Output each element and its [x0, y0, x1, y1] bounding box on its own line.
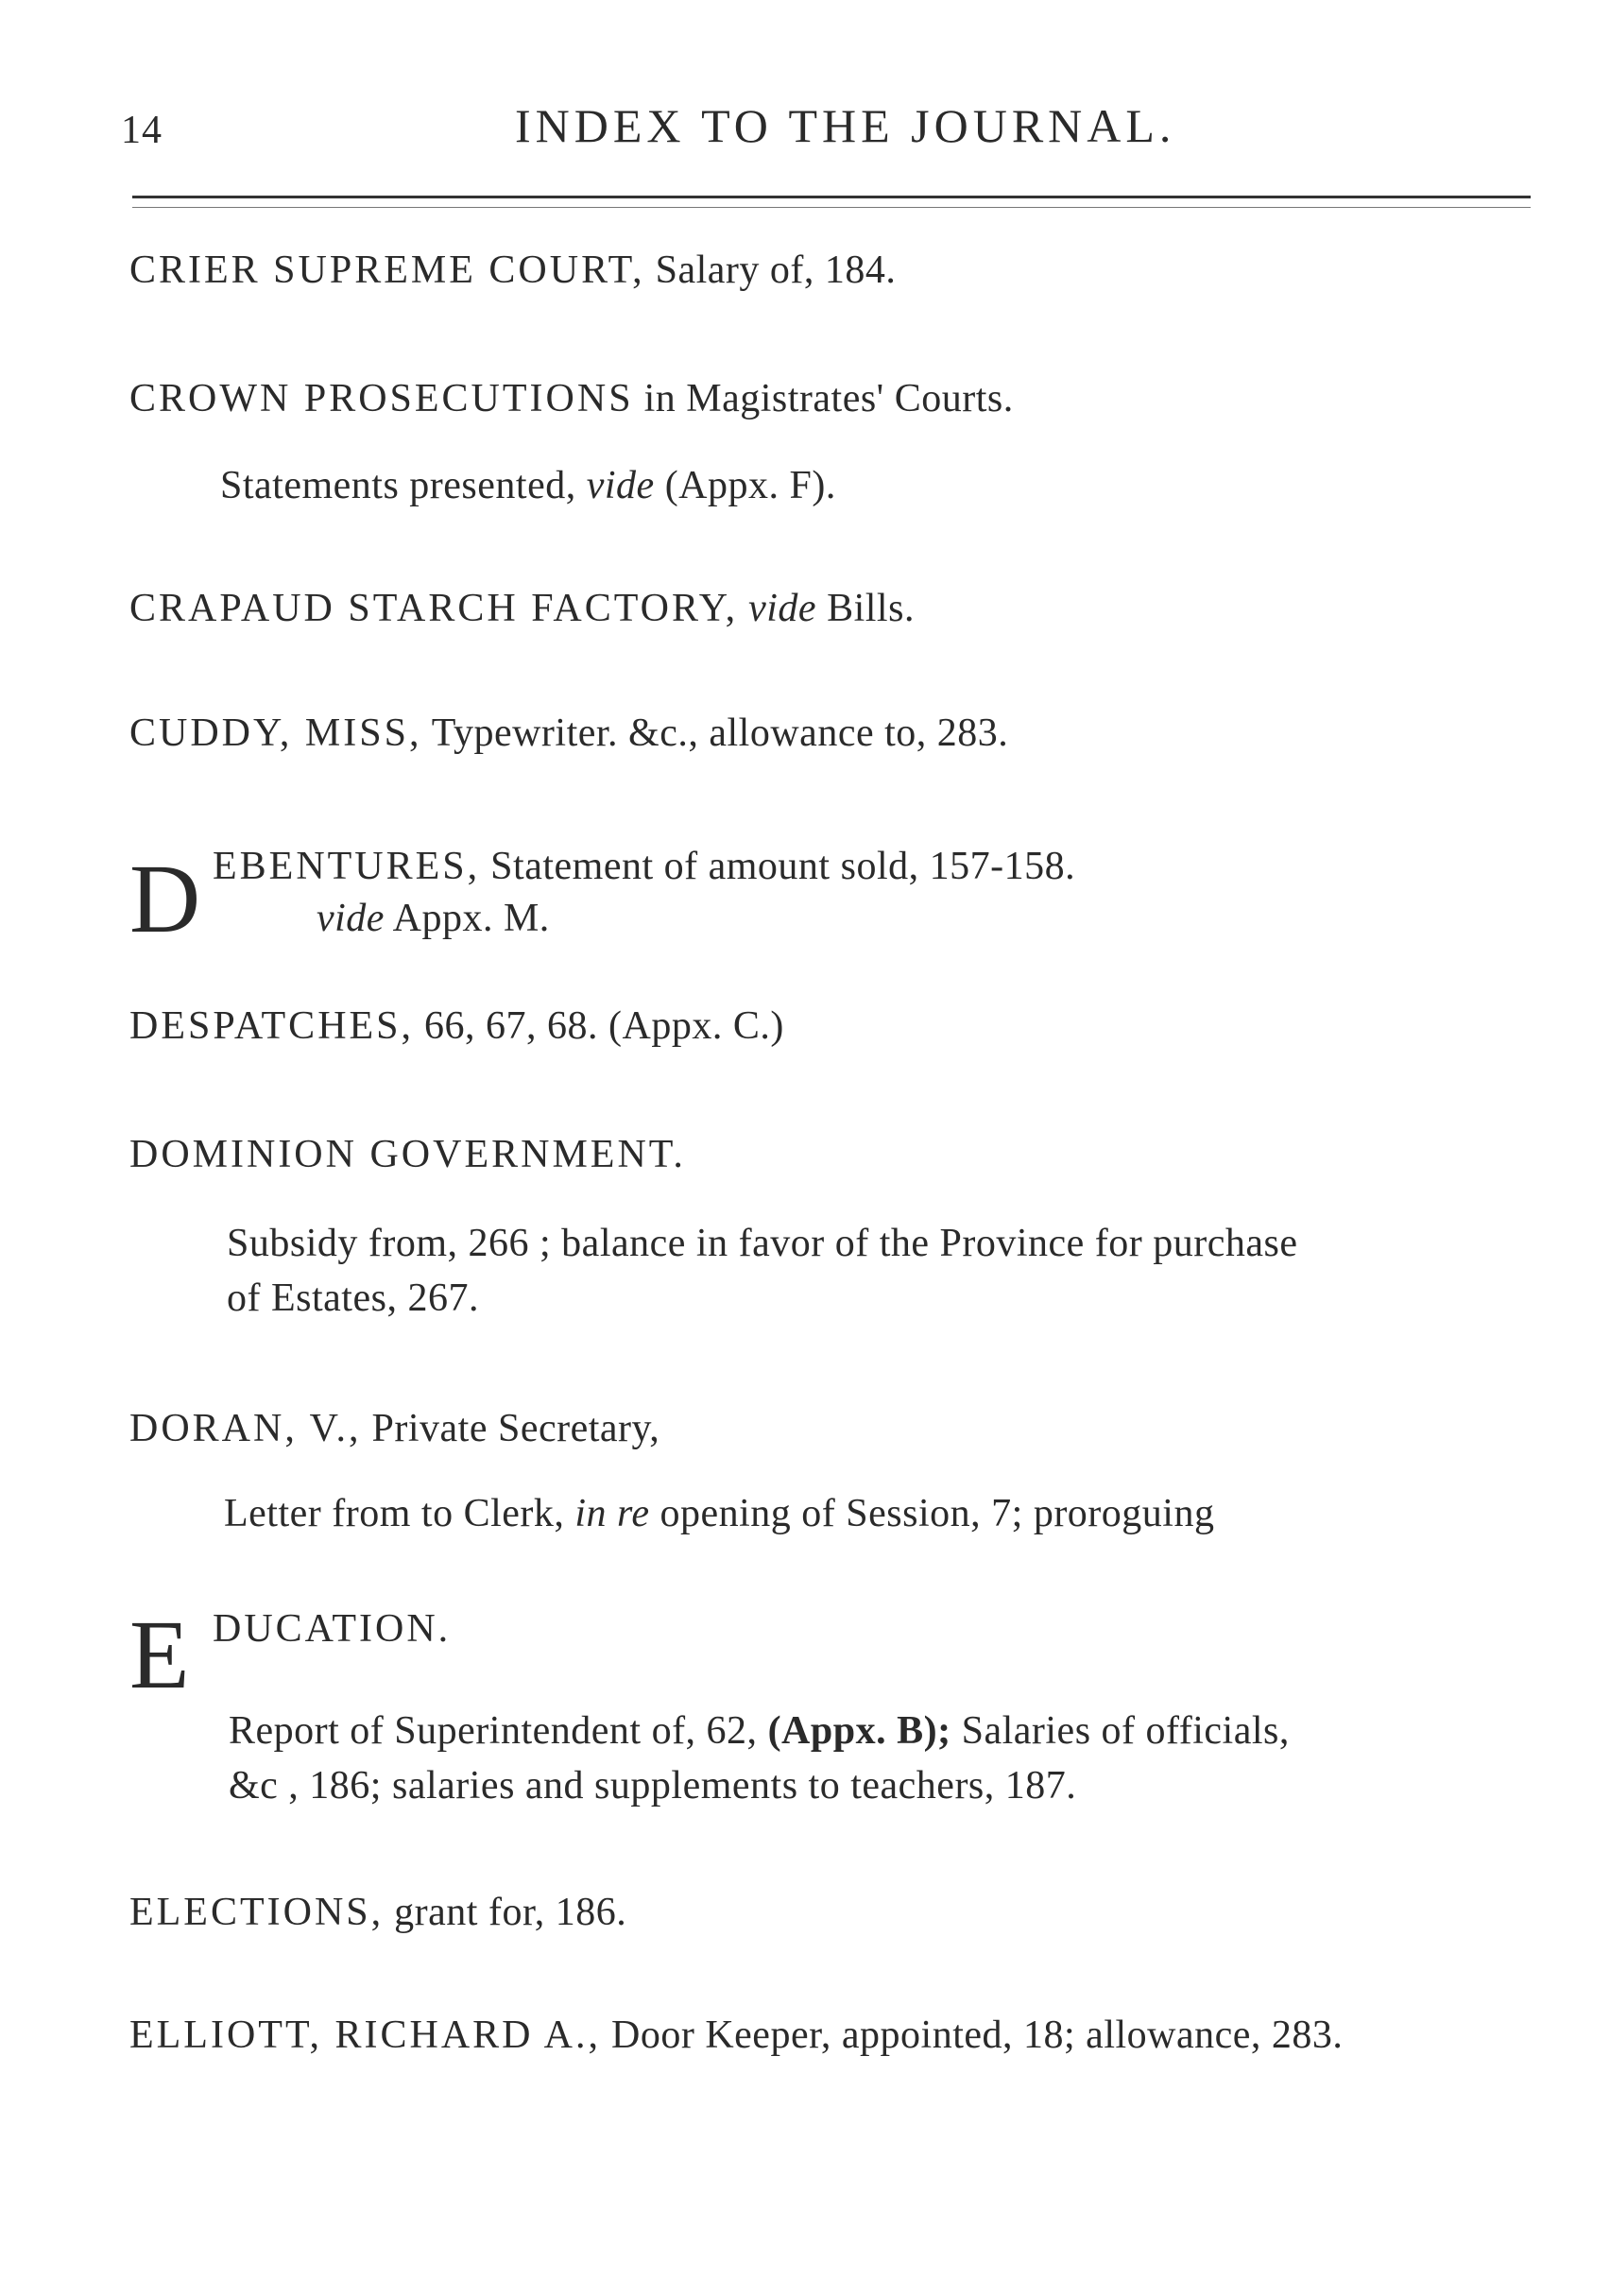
entry-text: Door Keeper, appointed, 18; allowance, 283.: [601, 2013, 1344, 2057]
header-rule-thin: [132, 207, 1531, 208]
entry-heading: DOMINION GOVERNMENT.: [129, 1133, 686, 1176]
index-entry-crier: [129, 248, 896, 293]
vide-italic: vide: [586, 464, 655, 507]
entry-text: in Magistrates' Courts.: [633, 377, 1014, 420]
entry-heading: DORAN, V.,: [129, 1407, 362, 1450]
vide-italic: vide: [738, 587, 817, 630]
entry-heading: CROWN PROSECUTIONS: [129, 377, 634, 420]
index-subentry: of Estates, 267.: [227, 1277, 479, 1320]
vide-italic: vide: [317, 897, 385, 940]
entry-text: Salary of, 184.: [644, 248, 897, 292]
index-entry-cuddy: [129, 711, 1008, 756]
index-subentry: vide Appx. M.: [317, 897, 550, 940]
index-subentry: Report of Superintendent of, 62, (Appx. B); Salaries of officials,: [229, 1709, 1290, 1753]
index-entry-elliott: [129, 2013, 1343, 2058]
index-subentry: Letter from to Clerk, in re opening of Session, 7; proroguing: [224, 1492, 1215, 1535]
entry-heading: CUDDY, MISS,: [129, 711, 422, 755]
index-entry-doran: [129, 1406, 659, 1451]
entry-text: Statement of amount sold, 157-158.: [480, 845, 1076, 888]
in-re-italic: in re: [574, 1492, 650, 1535]
entry-heading: CRIER SUPREME COURT,: [129, 248, 645, 292]
index-entry-crapaud: [129, 586, 915, 631]
entry-heading: EBENTURES,: [213, 845, 481, 888]
drop-cap-e: E: [129, 1601, 190, 1709]
index-entry-debentures: [213, 844, 1075, 889]
page-header: [0, 94, 1610, 161]
entry-text: 66, 67, 68. (Appx. C.): [414, 1004, 784, 1048]
entry-heading: ELECTIONS,: [129, 1891, 385, 1934]
index-subentry: Statements presented, vide (Appx. F).: [220, 464, 836, 507]
index-subentry: Subsidy from, 266 ; balance in favor of the Province for purchase: [227, 1222, 1298, 1265]
index-entry-education: [213, 1606, 451, 1652]
entry-text: Private Secretary,: [361, 1407, 660, 1450]
index-subentry: &c , 186; salaries and supplements to teachers, 187.: [229, 1764, 1077, 1808]
index-entry-crown-prosecutions: [129, 376, 1014, 421]
entry-heading: DESPATCHES,: [129, 1004, 415, 1048]
entry-text: Bills.: [816, 587, 915, 630]
appendix-bold: (Appx. B);: [767, 1709, 951, 1753]
index-entry-dominion-government: [129, 1132, 686, 1177]
header-rule: [132, 196, 1531, 198]
entry-heading: ELLIOTT, RICHARD A.,: [129, 2013, 602, 2057]
page-number: 14: [121, 109, 163, 152]
index-entry-despatches: [129, 1003, 784, 1049]
entry-heading: DUCATION.: [213, 1607, 452, 1651]
index-entry-elections: [129, 1890, 626, 1935]
running-title: INDEX TO THE JOURNAL.: [515, 99, 1176, 152]
entry-heading: CRAPAUD STARCH FACTORY,: [129, 587, 739, 630]
entry-text: grant for, 186.: [384, 1891, 627, 1934]
entry-text: Typewriter. &c., allowance to, 283.: [421, 711, 1009, 755]
drop-cap-d: D: [129, 845, 201, 953]
